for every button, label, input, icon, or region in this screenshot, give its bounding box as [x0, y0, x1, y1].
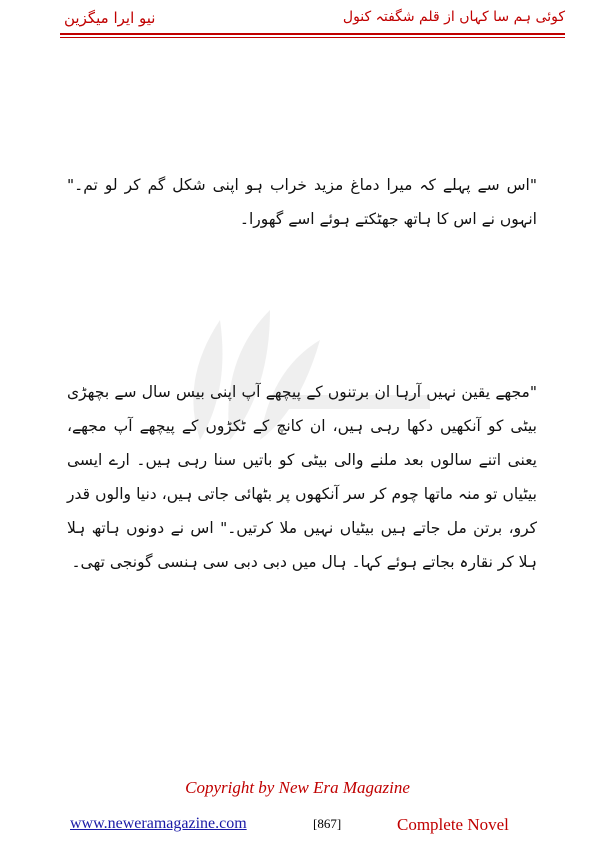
copyright-notice: Copyright by New Era Magazine [185, 778, 410, 797]
novel-title: کوئی ہم سا کہاں از قلم شگفتہ کنول [342, 9, 565, 25]
header-rule-thin [60, 37, 565, 38]
category-label: Complete Novel [397, 815, 509, 834]
header-rule [60, 33, 565, 35]
magazine-name: نیو ایرا میگزین [64, 9, 156, 27]
paragraph-2: "مجھے یقین نہیں آرہا ان برتنوں کے پیچھے آپ اپنی بیس سال سے بچھڑی بیٹی کو آنکھیں دکھا رہی ہیں، ان کانچ کے ٹکڑوں کے پیچھے آپ مجھے، یعنی اتنے سالوں بعد ملنے والی بیٹی کو باتیں سنا رہی ہیں۔ ارے ایسی بیٹیاں تو منہ ماتھا چوم کر سر آنکھوں پر بٹھائی جاتی ہیں، دنیا والوں قدر کرو، برتن مل جاتے ہیں بیٹیاں نہیں ملا کرتیں۔" اس نے دونوں ہاتھ ہلا ہلا کر نقارہ بجاتے ہوئے کہا۔ ہال میں دبی دبی سی ہنسی گونجی تھی۔ [67, 383, 537, 571]
paragraph-1: "اس سے پہلے کہ میرا دماغ مزید خراب ہو اپنی شکل گم کر لو تم۔" انہوں نے اس کا ہاتھ جھٹکتے ہوئے اسے گھورا۔ [67, 176, 537, 228]
website-link[interactable]: www.neweramagazine.com [70, 815, 247, 832]
page-number: [867] [313, 816, 342, 831]
